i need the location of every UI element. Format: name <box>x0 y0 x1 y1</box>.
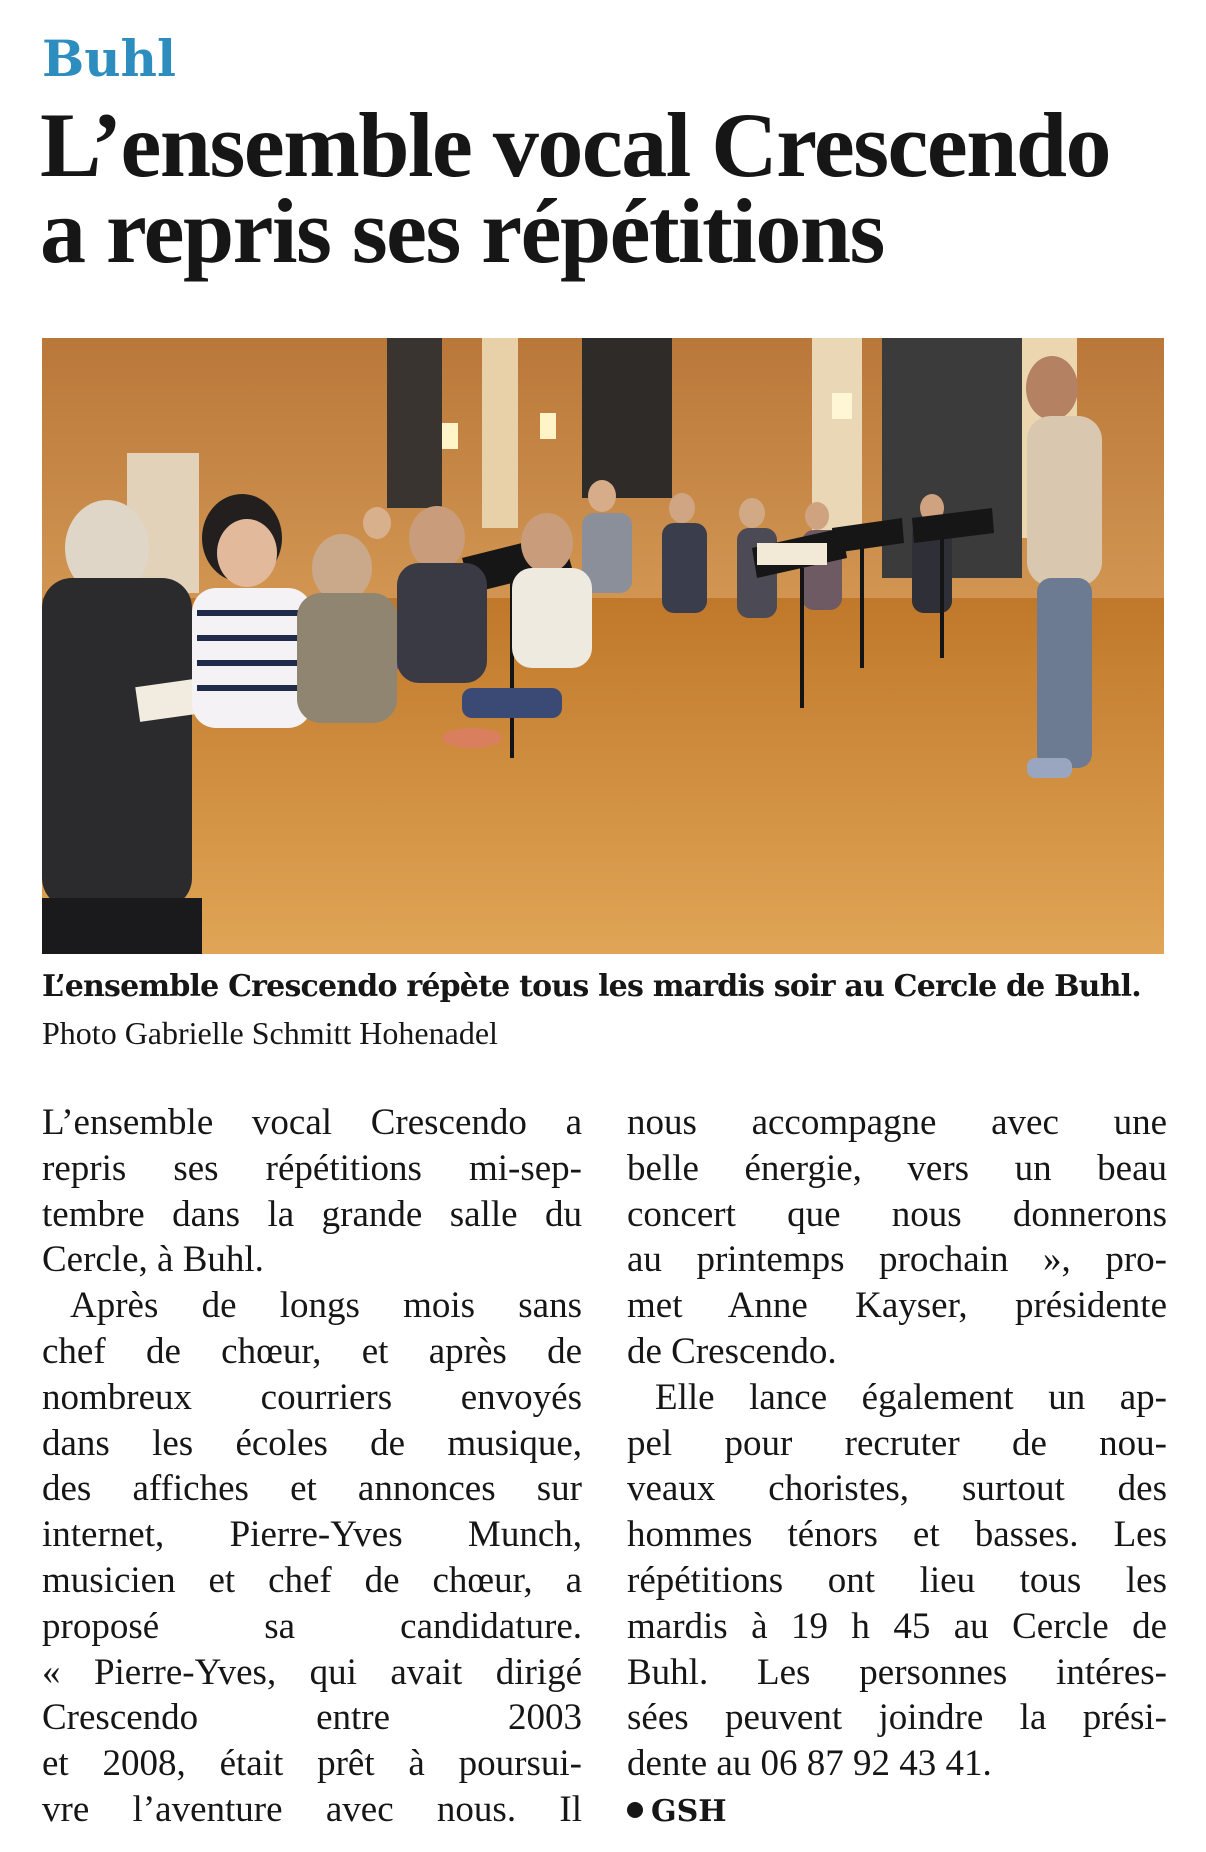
text-line: belle énergie, vers un beau <box>627 1147 1167 1189</box>
article-column-2 <box>627 1100 1167 1835</box>
text-line: Après de longs mois sans <box>70 1285 582 1327</box>
text-line: de Crescendo. <box>627 1330 837 1372</box>
text-line: Cercle, à Buhl. <box>42 1239 264 1281</box>
text-line: met Anne Kayser, présidente <box>627 1285 1167 1327</box>
window <box>387 338 442 508</box>
headline-line-1: L’ensemble vocal Crescendo <box>40 94 1111 196</box>
text-line: repris ses répétitions mi-sep- <box>42 1147 582 1189</box>
text-line: L’ensemble vocal Crescendo a <box>42 1102 582 1143</box>
caption-text: L’ensemble Crescendo répète tous les mardis soir au Cercle de Buhl. <box>42 969 1141 1004</box>
text-line: musicien et chef de chœur, a <box>42 1559 582 1601</box>
text-line: concert que nous donnerons <box>627 1193 1167 1235</box>
text-line: Elle lance également un ap- <box>655 1376 1167 1418</box>
photo-caption <box>42 964 1166 1058</box>
wall-lamp-icon <box>832 393 852 419</box>
bullet-icon <box>627 1802 643 1818</box>
text-line: Crescendo entre 2003 <box>42 1697 582 1739</box>
text-line: veaux choristes, surtout des <box>627 1468 1167 1510</box>
text-line: et 2008, était prêt à poursui- <box>42 1743 582 1785</box>
article-column-1 <box>42 1100 582 1833</box>
caption-photo-credit: Photo Gabrielle Schmitt Hohenadel <box>42 1015 498 1051</box>
text-line: répétitions ont lieu tous les <box>627 1559 1167 1601</box>
text-line: Buhl. Les personnes intéres- <box>627 1651 1167 1693</box>
text-line: vre l’aventure avec nous. Il <box>42 1788 582 1830</box>
kicker-location: Buhl <box>42 29 176 88</box>
choir-rehearsal-photo <box>42 338 1164 954</box>
text-line: hommes ténors et basses. Les <box>627 1514 1167 1556</box>
sheet-music <box>757 543 827 565</box>
text-line: sées peuvent joindre la prési- <box>627 1697 1167 1739</box>
headline-line-2: a repris ses répétitions <box>40 180 884 282</box>
photo-illustration <box>42 338 1164 954</box>
text-line: des affiches et annonces sur <box>42 1468 582 1510</box>
text-line: dente au 06 87 92 43 41. <box>627 1743 992 1785</box>
text-line: au printemps prochain », pro- <box>627 1239 1167 1281</box>
text-line: « Pierre-Yves, qui avait dirigé <box>42 1651 582 1693</box>
text-line: mardis à 19 h 45 au Cercle de <box>627 1605 1167 1647</box>
text-line: nombreux courriers envoyés <box>42 1376 582 1418</box>
text-line: nous accompagne avec une <box>627 1102 1167 1143</box>
author-signature <box>627 1789 1167 1835</box>
text-line: dans les écoles de musique, <box>42 1422 582 1464</box>
text-line: internet, Pierre-Yves Munch, <box>42 1514 582 1556</box>
wall-lamp-icon <box>442 423 458 449</box>
window <box>582 338 672 498</box>
headline <box>40 94 1170 282</box>
text-line: proposé sa candidature. <box>42 1605 582 1647</box>
signature-text: GSH <box>651 1793 727 1829</box>
text-line: tembre dans la grande salle du <box>42 1193 582 1235</box>
wall-lamp-icon <box>540 413 556 439</box>
text-line: chef de chœur, et après de <box>42 1330 582 1372</box>
pillar <box>482 338 518 528</box>
text-line: pel pour recruter de nou- <box>627 1422 1167 1464</box>
